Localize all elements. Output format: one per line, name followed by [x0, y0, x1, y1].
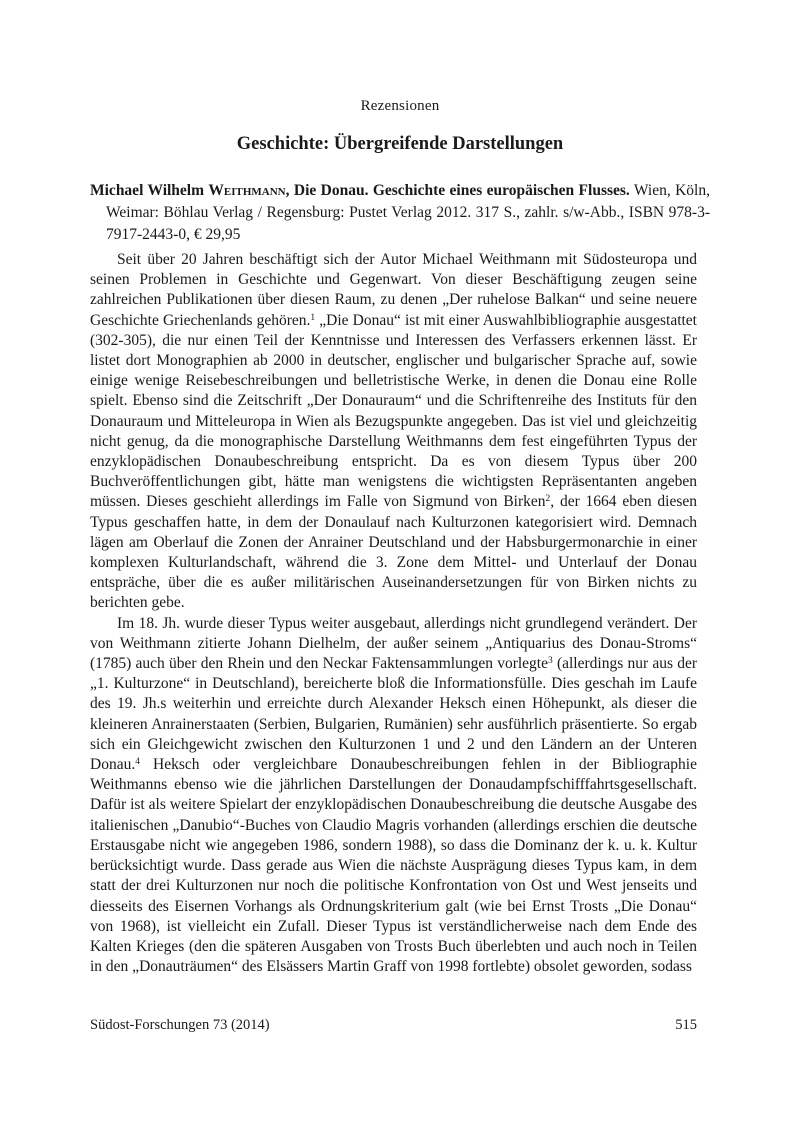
review-paragraph-2: [90, 614, 697, 978]
section-title: Geschichte: Übergreifende Darstellungen: [236, 134, 564, 154]
book-title: , Die Donau. Geschichte eines europäischen Flusses.: [285, 182, 630, 199]
footnote-marker: 4: [135, 757, 140, 768]
book-publication-details: Wien, Köln, Weimar: Böhlau Verlag / Regensburg: Pustet Verlag 2012. 317 S., zahlr. s/w-Abb., ISBN 978-3-7917-2443-0, € 29,95: [106, 182, 710, 243]
book-author-name: Michael Wilhelm: [90, 182, 209, 199]
book-author-surname: Weithmann: [208, 182, 286, 199]
page-number: 515: [675, 1017, 697, 1033]
paragraph-text: Heksch oder vergleichbare Donaubeschreibungen fehlen in der Bibliographie Weithmanns ebenso wie die jährlichen Darstellungen der Donaudampfschifffahrtsgesellschaft. Dafür ist als weitere Spielart der enzyklopädischen Donaubeschreibung die deutsche Ausgabe des italienischen „Danubio“-Buches von Claudio Magris vorhanden (allerdings erschien die deutsche Erstausgabe nicht wie angegeben 1986, sondern 1988), so dass die Dominanz der k. u. k. Kultur berücksichtigt wurde. Dass gerade aus Wien die nächste Ausprägung dieses Typus kam, in dem statt der drei Kulturzonen nur noch die politische Konfrontation von Ost und West jenseits und diesseits des Eisernen Vorhangs als Ordnungskriterium galt (wie bei Ernst Trosts „Die Donau“ von 1968), ist vielleicht ein Zufall. Dieser Typus ist verständlicherweise nach dem Ende des Kalten Krieges (den die späteren Ausgaben von Trosts Buch überlebten und auch noch in Teilen in den „Donauträumen“ des Elsässers Martin Graff von 1998 fortlebte) obsolet geworden, sodass: [90, 756, 697, 976]
running-head: Rezensionen: [360, 98, 440, 114]
book-citation: [90, 180, 710, 246]
footnote-marker: 1: [310, 312, 316, 323]
paragraph-text: (allerdings nur aus der „1. Kulturzone“ in Deutschland), bereicherte bloß die Informationsfülle. Dies geschah im Laufe des 19. Jh.s weiterhin und erreichte durch Alexander Heksch einen Höhepunkt, als dieser die kleineren Anrainerstaaten (Serbien, Bulgarien, Rumänien) sehr ausführlich präsentierte. So ergab sich ein Gleichgewicht zwischen den Kulturzonen 1 und 2 und den Ländern an der Unteren Donau.: [90, 655, 697, 774]
footnote-marker: 2: [545, 494, 551, 505]
journal-citation: Südost-Forschungen 73 (2014): [90, 1017, 270, 1033]
paragraph-text: „Die Donau“ ist mit einer Auswahlbibliographie ausgestattet (302-305), die nur einen Teil der Kenntnisse und Interessen des Verfassers erkennen lässt. Er listet dort Monographien ab 2000 in deutscher, englischer und bulgarischer Sprache auf, sowie einige wenige Reisebeschreibungen und belletristische Werke, in denen die Donau eine Rolle spielt. Ebenso sind die Zeitschrift „Der Donauraum“ und die Schriftenreihe des Instituts für den Donauraum und Mitteleuropa in Wien als Bezugspunkte angegeben. Das ist viel und gleichzeitig nicht genug, da die monographische Darstellung Weithmanns dem fest eingeführten Typus der enzyklopädischen Donaubeschreibung entspricht. Da es von diesem Typus über 200 Buchveröffentlichungen gibt, hätte man wenigstens die wichtigsten Repräsentanten angeben müssen. Dieses geschieht allerdings im Falle von Sigmund von Birken: [90, 311, 697, 511]
paragraph-text: Im 18. Jh. wurde dieser Typus weiter ausgebaut, allerdings nicht grundlegend verändert. Der von Weithmann zitierte Johann Dielhelm, der außer seinem „Antiquarius des Donau-Stroms“ (1785) auch über den Rhein und den Neckar Faktensammlungen vorlegte: [90, 614, 697, 673]
review-paragraph-1: [90, 250, 697, 614]
paragraph-text: , der 1664 eben diesen Typus geschaffen hatte, in dem der Donaulauf nach Kulturzonen kategorisiert wird. Demnach lägen am Oberlauf die Zonen der Anrainer Deutschland und der Habsburgermonarchie in einer komplexen Kulturlandschaft, während die 3. Zone dem Mittel- und Unterlauf der Donau entspräche, über die es außer militärischen Auseinandersetzungen für von Birken nichts zu berichten gebe.: [90, 493, 697, 612]
paragraph-text: Seit über 20 Jahren beschäftigt sich der Autor Michael Weithmann mit Südosteuropa und seinen Problemen in Geschichte und Gegenwart. Von dieser Beschäftigung zeugen seine zahlreichen Publikationen über diesen Raum, zu denen „Der ruhelose Balkan“ und seine neuere Geschichte Griechenlands gehören.: [90, 251, 697, 329]
footnote-marker: 3: [548, 656, 553, 667]
review-body: [90, 250, 697, 977]
